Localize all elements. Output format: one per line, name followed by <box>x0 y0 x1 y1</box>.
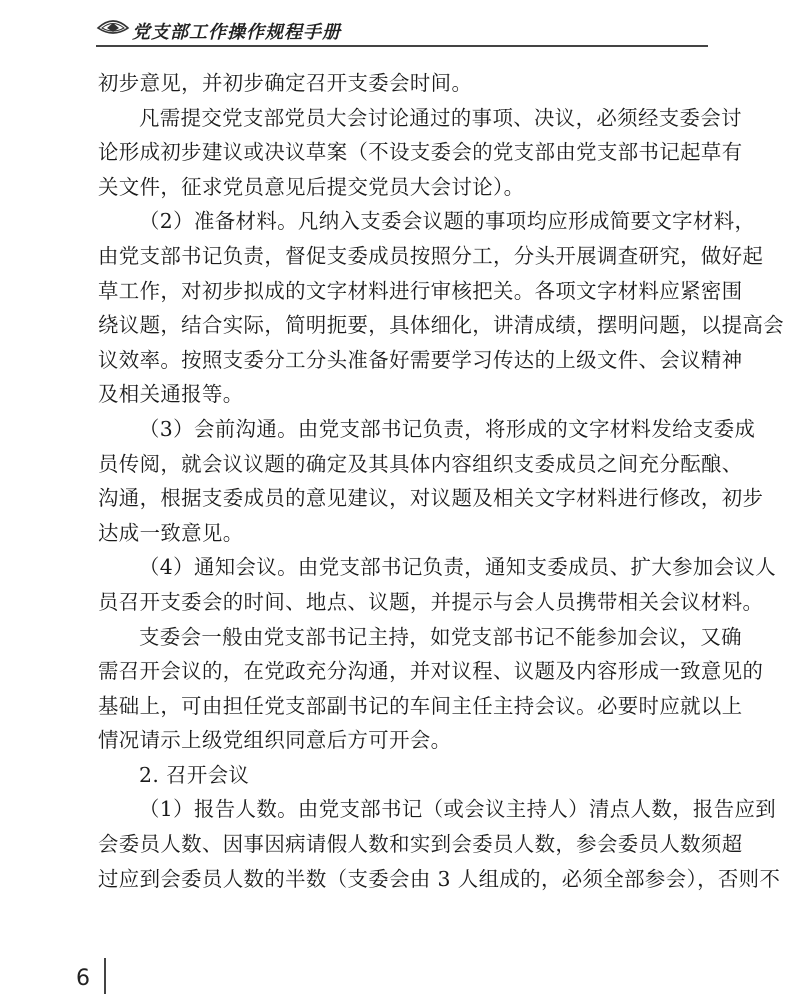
text-line: 基础上，可由担任党支部副书记的车间主任主持会议。必要时应就以上 <box>98 693 743 718</box>
text-line: 初步意见，并初步确定召开支委会时间。 <box>98 71 473 95</box>
text-line: 沟通，根据支委成员的意见建议，对议题及相关文字材料进行修改，初步 <box>98 486 764 511</box>
header-divider <box>96 45 708 47</box>
text-line: 论形成初步建议或决议草案（不设支委会的党支部由党支部书记起草有 <box>98 140 743 165</box>
text-line: 过应到会委员人数的半数（支委会由 3 人组成的，必须全部参会），否则不 <box>98 866 781 891</box>
text-line: （2）准备材料。凡纳入支委会议题的事项均应形成简要文字材料， <box>139 209 756 234</box>
running-header <box>96 12 708 46</box>
section-heading: 2. 召开会议 <box>139 762 250 787</box>
text-line: 支委会一般由党支部书记主持，如党支部书记不能参加会议，又确 <box>139 624 742 649</box>
body-text <box>98 66 785 896</box>
text-line: （3）会前沟通。由党支部书记负责，将形成的文字材料发给支委成 <box>139 416 756 441</box>
text-line: 由党支部书记负责，督促支委成员按照分工，分头开展调查研究，做好起 <box>98 243 764 268</box>
text-line: 议效率。按照支委分工分头准备好需要学习传达的上级文件、会议精神 <box>98 347 743 372</box>
text-line: （4）通知会议。由党支部书记负责，通知支委成员、扩大参加会议人 <box>139 555 777 580</box>
text-line: 员召开支委会的时间、地点、议题，并提示与会人员携带相关会议材料。 <box>98 589 764 614</box>
text-line: （1）报告人数。由党支部书记（或会议主持人）清点人数，报告应到 <box>139 797 777 822</box>
text-line: 达成一致意见。 <box>98 520 244 545</box>
text-line: 绕议题，结合实际，简明扼要，具体细化，讲清成绩，摆明问题，以提高会 <box>98 313 785 338</box>
text-line: 凡需提交党支部党员大会讨论通过的事项、决议，必须经支委会讨 <box>139 105 742 130</box>
text-line: 情况请示上级党组织同意后方可开会。 <box>98 728 452 753</box>
footer-divider <box>104 958 106 994</box>
text-line: 需召开会议的，在党政充分沟通，并对议程、议题及内容形成一致意见的 <box>98 659 764 684</box>
text-line: 员传阅，就会议议题的确定及其具体内容组织支委成员之间充分酝酿、 <box>98 451 743 476</box>
text-line: 草工作，对初步拟成的文字材料进行审核把关。各项文字材料应紧密围 <box>98 278 743 303</box>
text-line: 及相关通报等。 <box>98 382 244 407</box>
page-number: 6 <box>76 966 90 991</box>
running-header-title: 党支部工作操作规程手册 <box>132 22 341 43</box>
party-emblem-icon <box>96 16 130 40</box>
text-line: 关文件，征求党员意见后提交党员大会讨论）。 <box>98 174 525 199</box>
text-line: 会委员人数、因事因病请假人数和实到会委员人数，参会委员人数须超 <box>98 832 743 857</box>
